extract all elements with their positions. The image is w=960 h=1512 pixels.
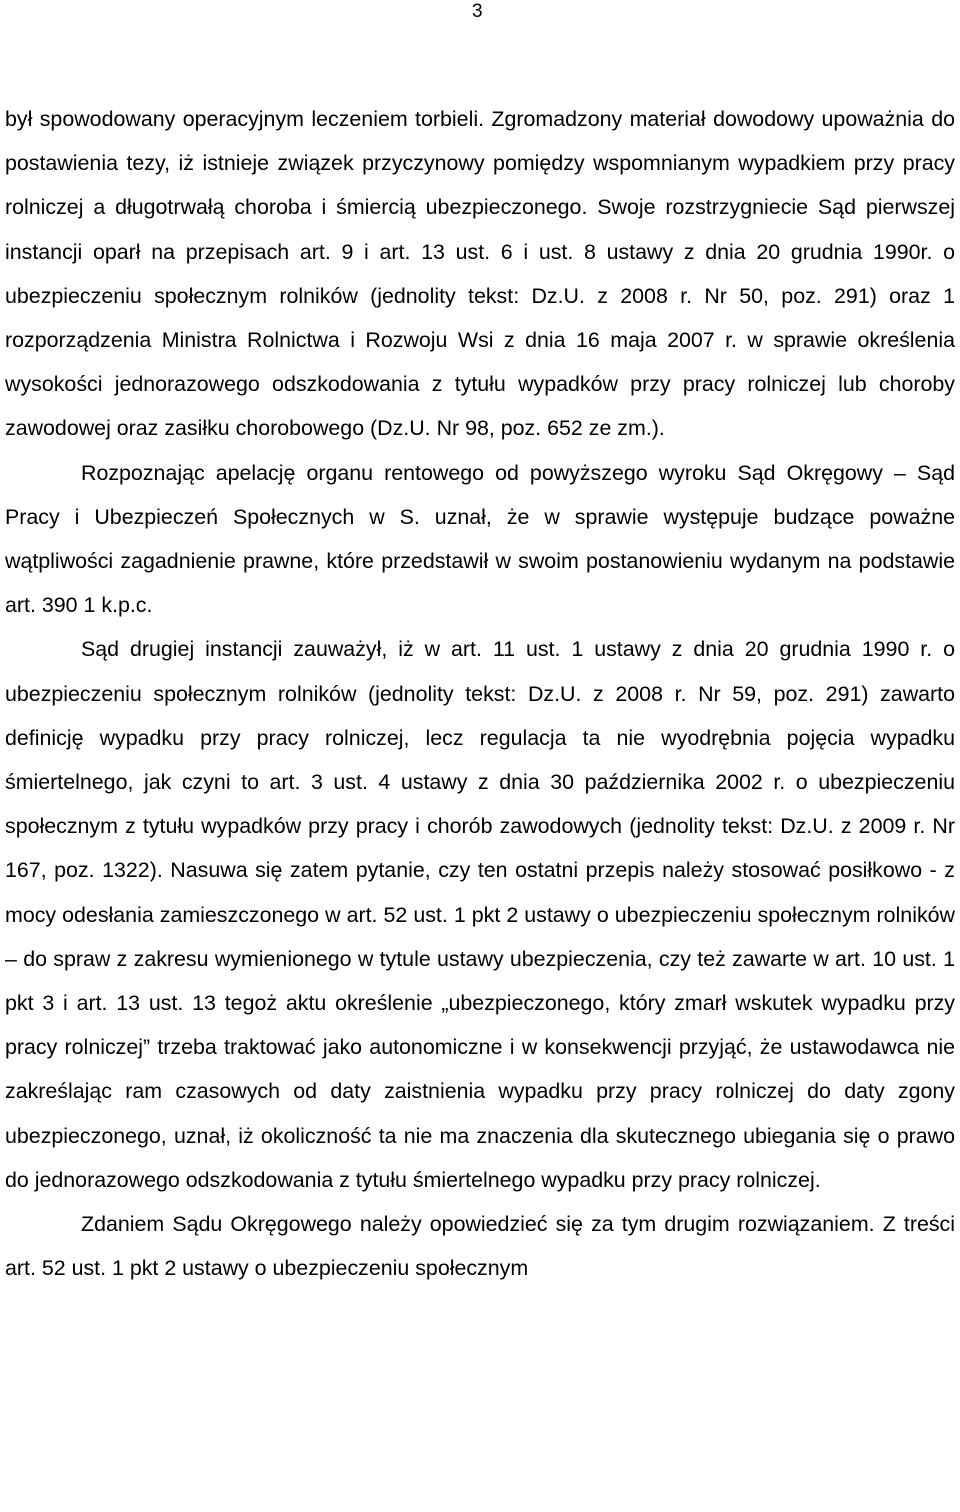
document-body bbox=[5, 97, 955, 1290]
paragraph-4: Zdaniem Sądu Okręgowego należy opowiedzieć się za tym drugim rozwiązaniem. Z treści art. 52 ust. 1 pkt 2 ustawy o ubezpieczeniu społecznym bbox=[5, 1212, 955, 1281]
paragraph-2: Rozpoznając apelację organu rentowego od powyższego wyroku Sąd Okręgowy – Sąd Pracy i Ubezpieczeń Społecznych w S. uznał, że w sprawie występuje budzące poważne wątpliwości zagadnienie prawne, które przedstawił w swoim postanowieniu wydanym na podstawie art. 390 1 k.p.c. bbox=[5, 460, 955, 618]
paragraph-3: Sąd drugiej instancji zauważył, iż w art. 11 ust. 1 ustawy z dnia 20 grudnia 1990 r. o ubezpieczeniu społecznym rolników (jednolity tekst: Dz.U. z 2008 r. Nr 59, poz. 291) zawarto definicję wypadku przy pracy rolniczej, lecz regulacja ta nie wyodrębnia pojęcia wypadku śmiertelnego, jak czyni to art. 3 ust. 4 ustawy z dnia 30 października 2002 r. o ubezpieczeniu społecznym z tytułu wypadków przy pracy i chorób zawodowych (jednolity tekst: Dz.U. z 2009 r. Nr 167, poz. 1322). Nasuwa się zatem pytanie, czy ten ostatni przepis należy stosować posiłkowo - z mocy odesłania zamieszczonego w art. 52 ust. 1 pkt 2 ustawy o ubezpieczeniu społecznym rolników – do spraw z zakresu wymienionego w tytule ustawy ubezpieczenia, czy też zawarte w art. 10 ust. 1 pkt 3 i art. 13 ust. 13 tegoż aktu określenie „ubezpieczonego, który zmarł wskutek wypadku przy pracy rolniczej” trzeba traktować jako autonomiczne i w konsekwencji przyjąć, że ustawodawca nie zakreślając ram czasowych od daty zaistnienia wypadku przy pracy rolniczej do daty zgony ubezpieczonego, uznał, iż okoliczność ta nie ma znaczenia dla skutecznego ubiegania się o prawo do jednorazowego odszkodowania z tytułu śmiertelnego wypadku przy pracy rolniczej. bbox=[5, 637, 955, 1192]
paragraph-1: był spowodowany operacyjnym leczeniem torbieli. Zgromadzony materiał dowodowy upoważnia do postawienia tezy, iż istnieje związek przyczynowy pomiędzy wspomnianym wypadkiem przy pracy rolniczej a długotrwałą choroba i śmiercią ubezpieczonego. Swoje rozstrzygniecie Sąd pierwszej instancji oparł na przepisach art. 9 i art. 13 ust. 6 i ust. 8 ustawy z dnia 20 grudnia 1990r. o ubezpieczeniu społecznym rolników (jednolity tekst: Dz.U. z 2008 r. Nr 50, poz. 291) oraz 1 rozporządzenia Ministra Rolnictwa i Rozwoju Wsi z dnia 16 maja 2007 r. w sprawie określenia wysokości jednorazowego odszkodowania z tytułu wypadków przy pracy rolniczej lub choroby zawodowej oraz zasiłku chorobowego (Dz.U. Nr 98, poz. 652 ze zm.). bbox=[5, 107, 955, 441]
page-number: 3 bbox=[472, 1, 483, 22]
